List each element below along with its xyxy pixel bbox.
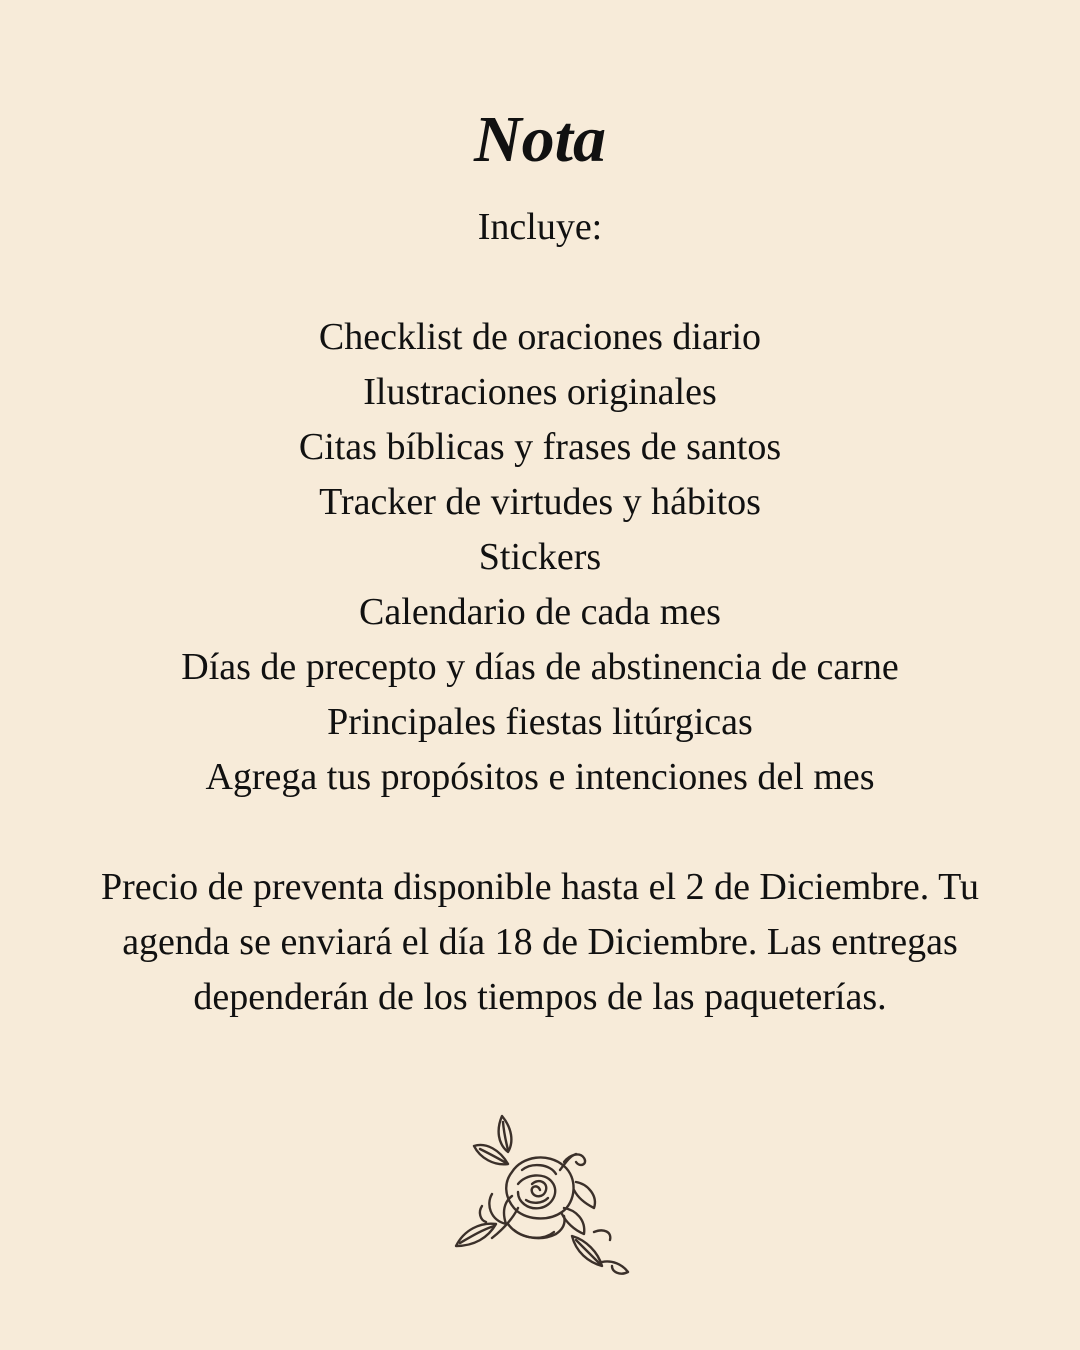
list-item: Principales fiestas litúrgicas [327,701,753,743]
list-item: Días de precepto y días de abstinencia de carne [181,646,899,688]
list-item: Stickers [478,536,602,578]
list-item: Citas bíblicas y frases de santos [298,426,782,468]
list-item: Checklist de oraciones diario [318,316,762,358]
rose-illustration-icon [452,1112,636,1278]
page-title: Nota [474,103,606,176]
list-item: Calendario de cada mes [359,591,721,633]
list-item: Tracker de virtudes y hábitos [319,481,761,523]
intro-label: Incluye: [477,206,603,248]
list-item: Agrega tus propósitos e intenciones del mes [205,756,875,798]
includes-list [0,310,1080,805]
presale-notice: Precio de preventa disponible hasta el 2 de Diciembre. Tu agenda se enviará el día 18 de Diciembre. Las entregas dependerán de los tiempos de las paqueterías. [100,866,979,1018]
list-item: Ilustraciones originales [363,371,717,413]
